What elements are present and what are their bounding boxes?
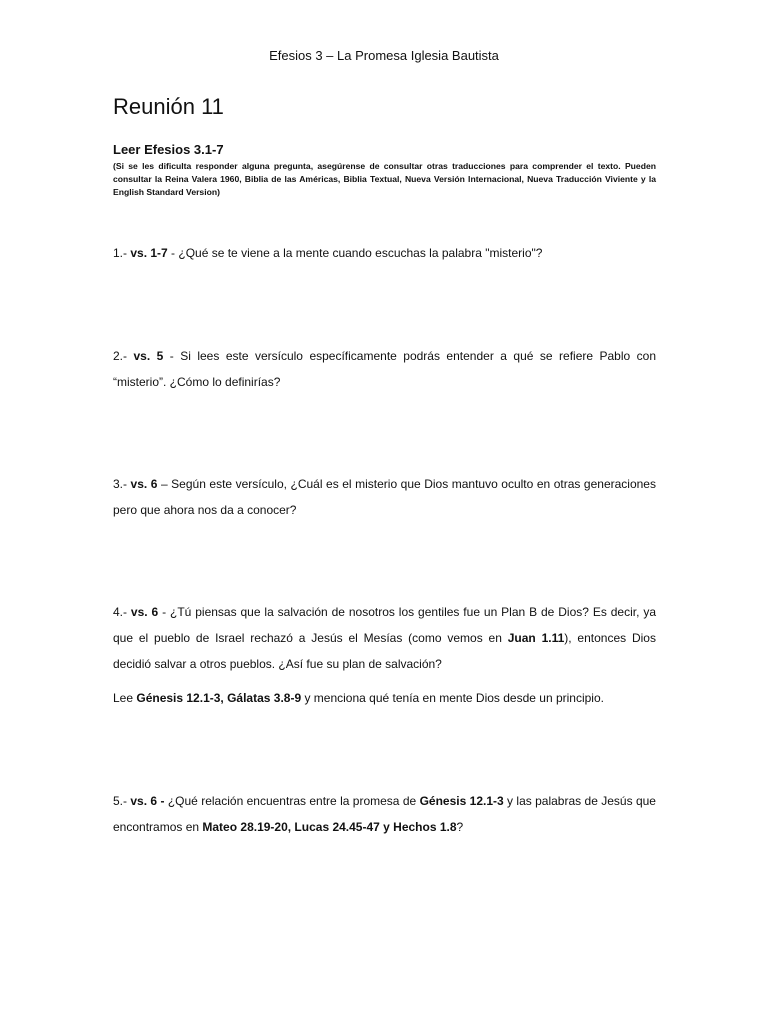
- followup-text: Lee: [113, 691, 137, 705]
- scripture-reference: Génesis 12.1-3, Gálatas 3.8-9: [136, 691, 302, 705]
- verse-reference: vs. 5: [133, 349, 164, 363]
- scripture-reference: Génesis 12.1-3: [419, 794, 504, 808]
- verse-reference: vs. 1-7: [130, 246, 168, 260]
- question-text: - Si lees este versículo específicamente podrás entender a qué se refiere Pablo con “misterio”. ¿Cómo lo definirías?: [113, 349, 656, 389]
- verse-reference: vs. 6 -: [130, 794, 165, 808]
- verse-reference: vs. 6: [130, 477, 158, 491]
- scripture-reference: Juan 1.11: [507, 631, 565, 645]
- question-text: ¿Qué relación encuentras entre la promesa de: [164, 794, 420, 808]
- question-text: ?: [456, 820, 464, 834]
- scripture-reference: Mateo 28.19-20, Lucas 24.45-47 y Hechos 1.8: [202, 820, 457, 834]
- question-4-followup: [113, 685, 656, 711]
- reading-assignment: Leer Efesios 3.1-7: [113, 142, 224, 157]
- question-text: – Según este versículo, ¿Cuál es el misterio que Dios mantuvo oculto en otras generaciones pero que ahora nos da a conocer?: [113, 477, 656, 517]
- question-text: y las palabras de Jesús que encontramos en: [113, 794, 656, 834]
- question-text: - ¿Tú piensas que la salvación de nosotros los gentiles fue un Plan B de Dios? Es decir, ya que el pueblo de Israel rechazó a Jesús el Mesías (como vemos en: [113, 605, 656, 645]
- question-number: 3.-: [113, 477, 131, 491]
- question-2: [113, 343, 656, 395]
- question-number: 1.-: [113, 246, 131, 260]
- question-text: ), entonces Dios decidió salvar a otros pueblos. ¿Así fue su plan de salvación?: [113, 631, 656, 671]
- question-4: [113, 599, 656, 677]
- question-1: [113, 240, 656, 266]
- page-header: Efesios 3 – La Promesa Iglesia Bautista: [269, 48, 499, 63]
- question-3: [113, 471, 656, 523]
- page-title: Reunión 11: [113, 94, 224, 119]
- verse-reference: vs. 6: [130, 605, 159, 619]
- question-number: 5.-: [113, 794, 131, 808]
- translation-note: (Si se les dificulta responder alguna pregunta, asegúrense de consultar otras traducciones para comprender el texto. Pueden consultar la Reina Valera 1960, Biblia de las Américas, Biblia Textual, Nueva Versión Internacional, Nueva Traducción Viviente y la English Standard Version): [113, 161, 656, 197]
- question-number: 2.-: [113, 349, 134, 363]
- question-text: - ¿Qué se te viene a la mente cuando escuchas la palabra "misterio"?: [167, 246, 543, 260]
- question-5: [113, 788, 656, 840]
- followup-text: y menciona qué tenía en mente Dios desde un principio.: [301, 691, 604, 705]
- question-number: 4.-: [113, 605, 131, 619]
